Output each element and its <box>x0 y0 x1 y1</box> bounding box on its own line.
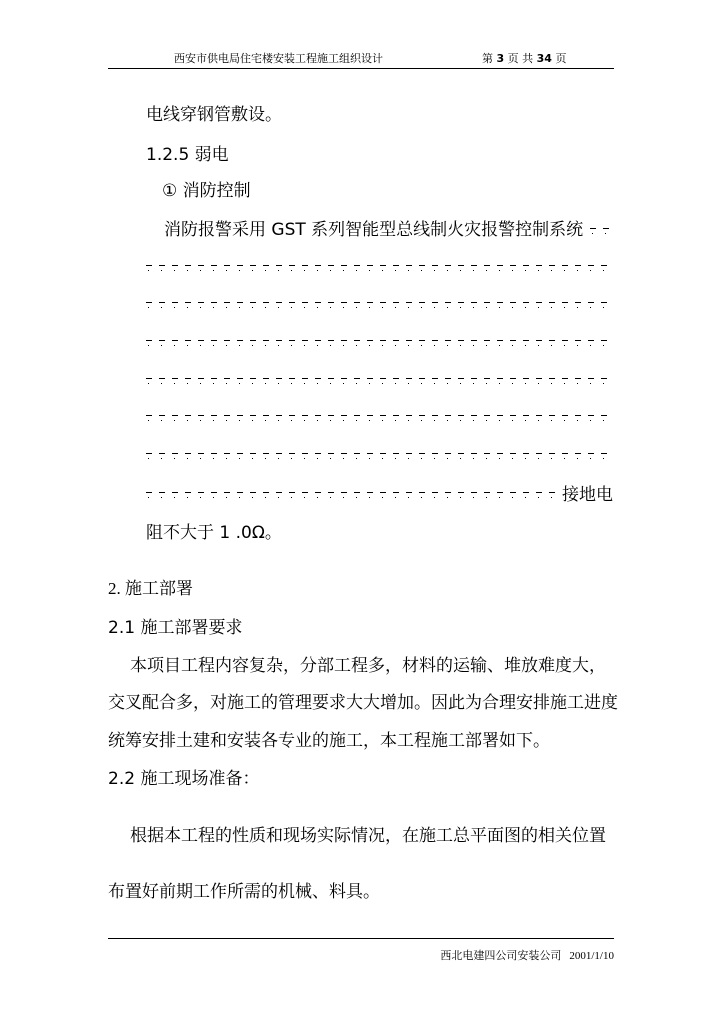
page-current: 3 <box>496 52 505 65</box>
leader-dots <box>146 406 614 428</box>
section-2-2-title: 2.2 施工现场准备： <box>108 769 260 789</box>
section-2-title-text: 2. 施工部署 <box>108 579 193 598</box>
section-2-1-title: 2.1 施工部署要求 <box>108 618 243 638</box>
page-indicator <box>482 52 566 65</box>
leader-dots <box>146 331 614 353</box>
fire-alarm-text: 消防报警采用 GST 系列智能型总线制火灾报警控制系统 <box>164 220 584 240</box>
leader-dots <box>146 256 614 278</box>
page-middle: 页 共 <box>507 52 534 65</box>
heading-1-2-5: 1.2.5 弱电 <box>146 145 229 165</box>
leader-dots <box>146 483 560 505</box>
page-prefix: 第 <box>482 52 493 65</box>
leader-dots <box>146 293 614 315</box>
section-2-title <box>108 578 193 600</box>
grounding-text: 接地电 <box>562 485 613 505</box>
subheading-fire-control: ① 消防控制 <box>162 181 251 201</box>
document-title: 西安市供电局住宅楼安装工程施工组织设计 <box>174 52 383 65</box>
page-total: 34 <box>536 52 552 65</box>
footer-company: 西北电建四公司安装公司 <box>440 949 562 962</box>
para-2-2-line-2: 布置好前期工作所需的机械、料具。 <box>108 882 380 902</box>
para-2-2-line-1: 根据本工程的性质和现场实际情况，在施工总平面图的相关位置 <box>130 826 606 846</box>
footer-text <box>440 949 614 963</box>
body-line-cable: 电线穿钢管敷设。 <box>146 105 282 125</box>
para-2-1-line-1: 本项目工程内容复杂，分部工程多，材料的运输、堆放难度大， <box>130 656 606 676</box>
footer-date: 2001/1/10 <box>569 950 614 962</box>
para-2-1-line-3: 统筹安排土建和安装各专业的施工，本工程施工部署如下。 <box>108 731 550 751</box>
page-header <box>108 48 614 69</box>
page-suffix: 页 <box>555 52 567 65</box>
page-footer <box>108 938 614 962</box>
para-2-1-line-2: 交叉配合多，对施工的管理要求大大增加。因此为合理安排施工进度 <box>108 693 618 713</box>
leader-dots <box>146 369 614 391</box>
leader-dots <box>146 444 614 466</box>
resistance-text: 阻不大于 1 .0Ω。 <box>146 523 282 543</box>
leader-dots <box>590 219 614 241</box>
